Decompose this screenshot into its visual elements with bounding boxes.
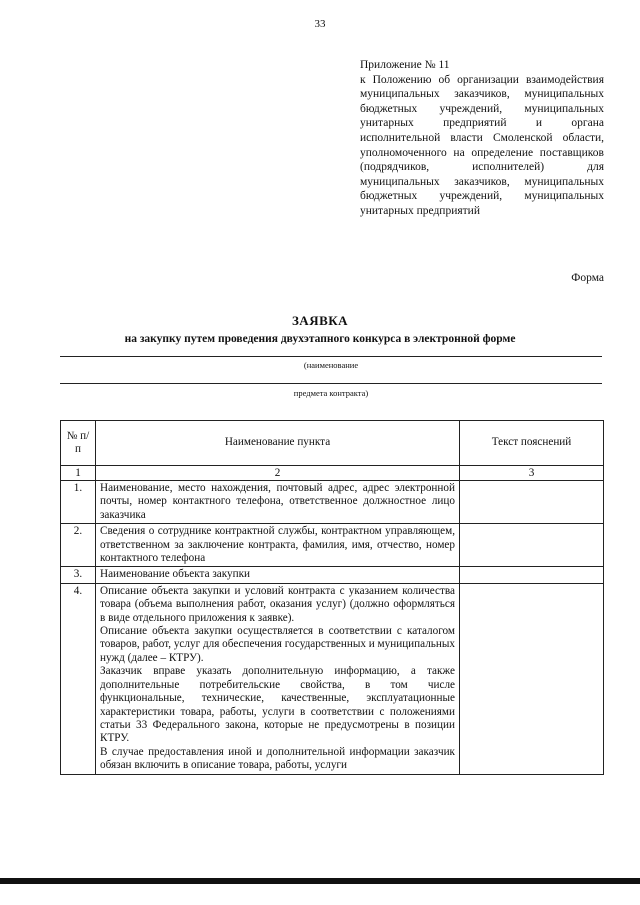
row-paragraph: Описание объекта закупки осуществляется в соответствии с каталогом товаров, работ, услуг для обеспечения государственных и муниципальных нужд (далее – КТРУ). xyxy=(100,625,456,664)
row-paragraph: В случае предоставления иной и дополнительной информации заказчик обязан включить в описание товара, работы, услуги xyxy=(100,745,455,772)
row-explanation xyxy=(460,583,604,774)
col-number: 3 xyxy=(460,466,604,481)
appendix-body: к Положению об организации взаимодействия муниципальных заказчиков, муниципальных бюджетных учреждений, муниципальных унитарных предприятий и органа исполнительной власти Смоленской области, уполномоченного на определение поставщиков (подрядчиков, исполнителей) для муниципальных заказчиков, муниципальных бюджетных учреждений, муниципальных унитарных предприятий xyxy=(360,73,604,217)
row-text: Сведения о сотруднике контрактной службы, контрактном управляющем, ответственном за заключение контракта, фамилия, имя, отчество, номер контактного телефона xyxy=(96,524,460,567)
form-label: Форма xyxy=(571,272,604,284)
row-number: 1. xyxy=(61,481,96,524)
row-explanation xyxy=(460,567,604,583)
header-num: № п/п xyxy=(61,421,96,466)
header-explanation: Текст пояснений xyxy=(460,421,604,466)
hint-name: (наименование xyxy=(303,360,359,370)
row-text xyxy=(96,583,460,774)
table-row xyxy=(61,481,604,524)
hint-subject: предмета контракта) xyxy=(293,388,369,398)
fill-line-2 xyxy=(60,383,602,384)
table-row xyxy=(61,583,604,774)
column-number-row xyxy=(61,466,604,481)
table-row xyxy=(61,524,604,567)
table-row xyxy=(61,567,604,583)
document-title: ЗАЯВКА xyxy=(291,313,349,328)
row-number: 2. xyxy=(61,524,96,567)
row-text: Наименование объекта закупки xyxy=(96,567,460,583)
col-number: 2 xyxy=(96,466,460,481)
appendix-title: Приложение № 11 xyxy=(360,59,450,71)
header-item: Наименование пункта xyxy=(96,421,460,466)
appendix-block xyxy=(360,58,604,219)
row-paragraph: Описание объекта закупки и условий контракта с указанием количества товара (объема выполнения работ, оказания услуг) (должно оформляться в виде отдельного приложения к заявке). xyxy=(100,584,455,624)
table-header-row xyxy=(61,421,604,466)
request-table xyxy=(60,420,604,775)
scan-edge-bar xyxy=(0,878,640,884)
row-number: 3. xyxy=(61,567,96,583)
row-number: 4. xyxy=(61,583,96,774)
document-subtitle: на закупку путем проведения двухэтапного конкурса в электронной форме xyxy=(124,333,516,345)
row-explanation xyxy=(460,524,604,567)
row-paragraph: Заказчик вправе указать дополнительную информацию, а также дополнительные потребительские свойства, в том числе функциональные, технические, качественные, эксплуатационные характеристики товара, работы, услуги в соответствии с положениями статьи 33 Федерального закона, которые не предусмотрены в позиции КТРУ. xyxy=(100,665,455,745)
page-number: 33 xyxy=(314,18,326,30)
row-explanation xyxy=(460,481,604,524)
col-number: 1 xyxy=(61,466,96,481)
fill-line-1 xyxy=(60,356,602,357)
row-text: Наименование, место нахождения, почтовый адрес, адрес электронной почты, номер контактного телефона, ответственное должностное лицо заказчика xyxy=(96,481,460,524)
